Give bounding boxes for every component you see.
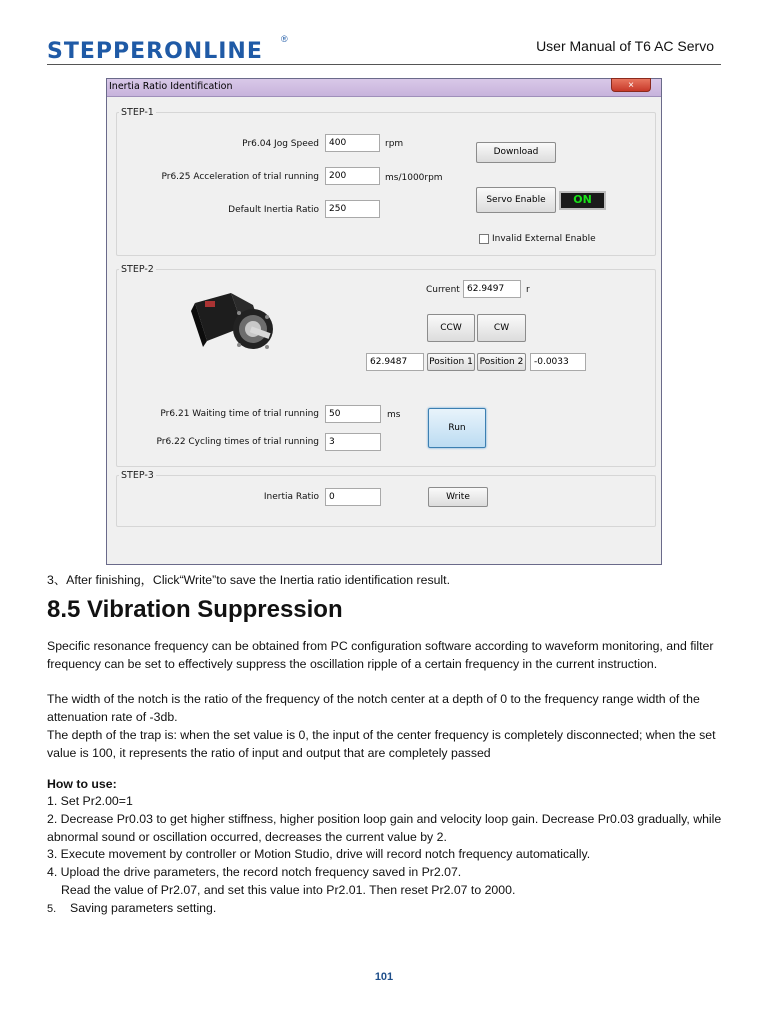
section-title: 8.5 Vibration Suppression: [47, 596, 343, 623]
ccw-button[interactable]: CCW: [427, 314, 475, 342]
waiting-time-unit: ms: [387, 410, 401, 420]
document-title: User Manual of T6 AC Servo: [536, 38, 714, 54]
invalid-external-enable-label: Invalid External Enable: [492, 234, 596, 244]
step3-label: STEP-3: [121, 470, 154, 481]
write-button[interactable]: Write: [428, 487, 488, 507]
list-item: 3. Execute movement by controller or Motion Studio, drive will record notch frequency automatically.: [47, 847, 591, 861]
inertia-ratio-dialog: [106, 78, 662, 565]
list-item: 4. Upload the drive parameters, the record notch frequency saved in Pr2.07.: [47, 865, 462, 879]
list-number: 5.: [47, 903, 57, 915]
list-item: 1. Set Pr2.00=1: [47, 794, 133, 808]
default-inertia-input[interactable]: 250: [325, 200, 380, 218]
dialog-titlebar: [107, 79, 661, 97]
position2-button[interactable]: Position 2: [477, 353, 526, 371]
current-label: Current: [426, 285, 460, 295]
acceleration-unit: ms/1000rpm: [385, 173, 443, 183]
position1-button[interactable]: Position 1: [427, 353, 475, 371]
invalid-external-enable-checkbox[interactable]: [479, 234, 489, 244]
cw-button[interactable]: CW: [477, 314, 526, 342]
on-indicator: ON: [559, 191, 606, 210]
servo-enable-button[interactable]: Servo Enable: [476, 187, 556, 213]
list-item: 2. Decrease Pr0.03 to get higher stiffness, higher position loop gain and velocity loop gain. Decrease Pr0.03 gradually, while abnormal sound or oscillation occurred, decreases the current value by 2.: [47, 812, 722, 844]
how-to-title: How to use:: [47, 777, 117, 791]
waiting-time-input[interactable]: 50: [325, 405, 381, 423]
jog-speed-input[interactable]: 400: [325, 134, 380, 152]
acceleration-label: Pr6.25 Acceleration of trial running: [161, 172, 319, 182]
header-divider: [47, 64, 721, 65]
run-button[interactable]: Run: [428, 408, 486, 448]
inertia-ratio-label: Inertia Ratio: [263, 492, 319, 502]
cycling-times-label: Pr6.22 Cycling times of trial running: [156, 437, 319, 447]
current-position-field: 62.9497: [463, 280, 521, 298]
step1-label: STEP-1: [121, 107, 154, 118]
step-note: 3、After finishing，Click“Write”to save the Inertia ratio identification result.: [47, 573, 450, 587]
waiting-time-label: Pr6.21 Waiting time of trial running: [160, 409, 319, 419]
servo-motor-icon: [187, 289, 277, 364]
download-button[interactable]: Download: [476, 142, 556, 163]
step2-label: STEP-2: [121, 264, 154, 275]
position1-field: 62.9487: [366, 353, 424, 371]
brand-logo: STEPPERONLINE: [47, 39, 263, 64]
list-item: Saving parameters setting.: [70, 901, 217, 915]
paragraph-1: Specific resonance frequency can be obtained from PC configuration software according to waveform monitoring, and filter frequency can be set to effectively suppress the oscillation ripple of a certain frequency in the current instruction.: [47, 639, 714, 671]
paragraph-3: The depth of the trap is: when the set value is 0, the input of the center frequency is completely disconnected; when the set value is 100, it represents the ratio of input and output that are completely passed: [47, 728, 716, 760]
position2-field: -0.0033: [530, 353, 586, 371]
paragraph-2: The width of the notch is the ratio of the frequency of the notch center at a depth of 0 to the frequency range width of the attenuation rate of -3db.: [47, 692, 700, 724]
acceleration-input[interactable]: 200: [325, 167, 380, 185]
jog-speed-label: Pr6.04 Jog Speed: [242, 139, 319, 149]
jog-speed-unit: rpm: [385, 139, 404, 149]
registered-mark: ®: [281, 34, 288, 44]
page-number: 101: [374, 971, 394, 983]
inertia-ratio-field: 0: [325, 488, 381, 506]
default-inertia-label: Default Inertia Ratio: [228, 205, 319, 215]
dialog-title: Inertia Ratio Identification: [109, 81, 233, 92]
close-icon[interactable]: ×: [611, 78, 651, 92]
current-unit: r: [526, 285, 530, 295]
cycling-times-input[interactable]: 3: [325, 433, 381, 451]
list-item: Read the value of Pr2.07, and set this value into Pr2.01. Then reset Pr2.07 to 2000.: [61, 883, 516, 897]
